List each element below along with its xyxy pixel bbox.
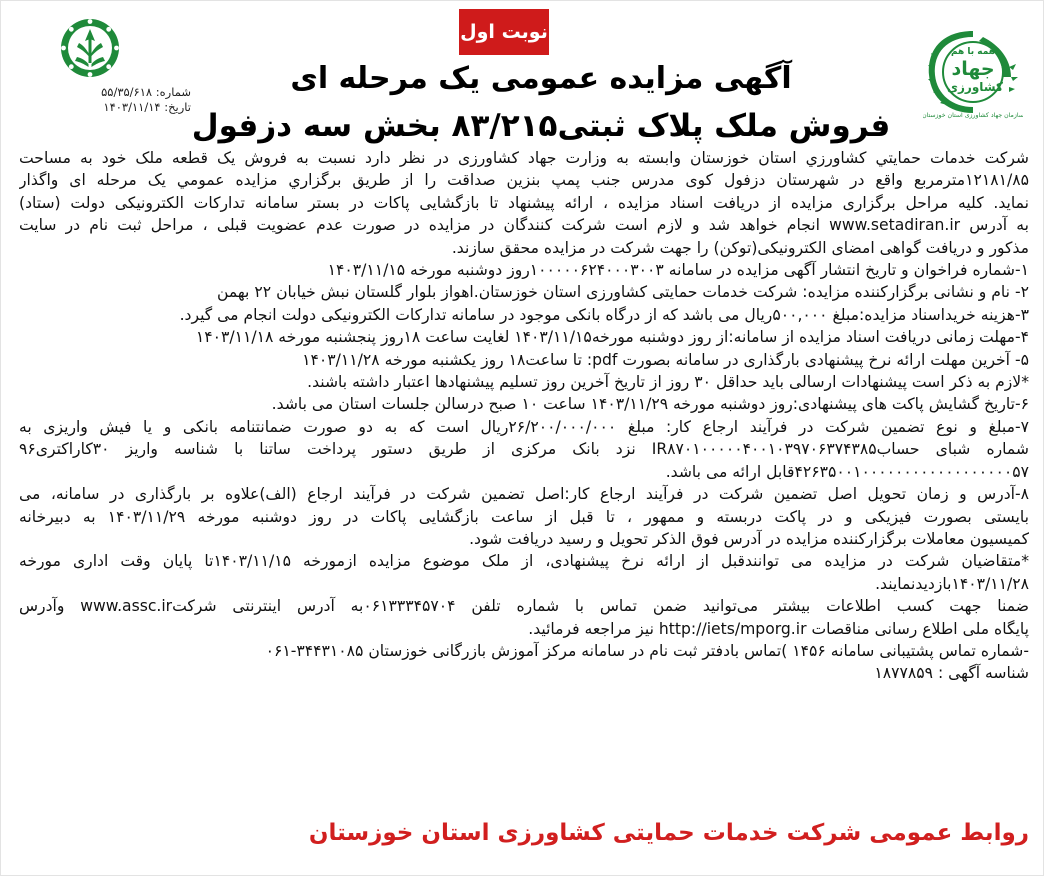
body-line: ۱-شماره فراخوان و تاریخ انتشار آگهی مزایده در سامانه ۱۰۰۰۰۰۶۲۴۰۰۰۳۰۰۳روز دوشنبه مورخه ۱۴۰۳/۱۱/۱۵ xyxy=(327,261,1029,280)
body-line: کمیسیون معاملات برگزارکننده مزایده در آدرس فوق الذکر تحویل و رسید دریافت شود. xyxy=(469,529,1029,548)
announcement-body xyxy=(19,147,1029,685)
logo-main-text: جهاد xyxy=(951,58,995,80)
body-line: ۴-مهلت زمانی دریافت اسناد مزایده از سامانه:از روز دوشنبه مورخه۱۴۰۳/۱۱/۱۵ لغایت ساعت ۱۸روز پنجشنبه مورخه ۱۴۰۳/۱۱/۱۸ xyxy=(195,328,1029,347)
body-line: نماید. کلیه مراحل برگزاری مزایده از دریافت اسناد مزایده ، ارائه پیشنهاد تا بازگشایی پاکات در بستر سامانه تدارکات الکترونیکی دولت (ستاد) xyxy=(19,193,1029,212)
jihad-agriculture-logo xyxy=(923,27,1023,119)
reference-block xyxy=(41,85,191,115)
logo-sub-text: کشاورزی xyxy=(947,80,1003,94)
body-line: ۵- آخرین مهلت ارائه نرخ پیشنهادی بارگذاری در سامانه بصورت pdf: تا ساعت۱۸ روز یکشنبه مورخه ۱۴۰۳/۱۱/۲۸ xyxy=(302,350,1029,369)
body-line: *لازم به ذکر است پیشنهادات ارسالی باید حداقل ۳۰ روز از تاریخ آخرین روز تسلیم پیشنهادها اعتبار داشته باشند. xyxy=(307,373,1029,392)
body-line: ۴۲۶۳۵۰۰۱۰۰۰۰۰۰۰۰۰۰۰۰۰۰۰۰۰۰۵۷قابل ارائه می باشد. xyxy=(665,462,1029,481)
logo-top-text: همه با هم xyxy=(950,47,996,57)
body-line: شماره شبای حسابIR۸۷۰۱۰۰۰۰۰۴۰۰۱۰۳۹۷۰۶۳۷۴۳۸۵ نزد بانک مرکزی از طریق دستور پرداخت ساتنا با شناسه واریز ۳۰کاراکتری۹۶ xyxy=(19,440,1029,459)
first-publication-badge: نوبت اول xyxy=(459,9,549,55)
body-line: شرکت خدمات حمايتي كشاورزي استان خوزستان وابسته به وزارت جهاد کشاورزی در نظر دارد نسبت به فروش یک قطعه ملک خود به مساحت xyxy=(19,149,1029,167)
body-line: پایگاه ملی اطلاع رسانی مناقصات http://iets/mporg.ir نیز مراجعه فرمائید. xyxy=(528,619,1029,638)
body-line: ۳-هزینه خریداسناد مزایده:مبلغ ۵۰۰,۰۰۰ریال می باشد که از درگاه بانکی موجود در سامانه تدارکات الکترونیکی دولت انجام می گیرد. xyxy=(179,305,1029,324)
headline-subtitle: فروش ملک پلاک ثبتی۸۳/۲۱۵ بخش سه دزفول xyxy=(191,108,891,144)
public-relations-signature: روابط عمومی شرکت خدمات حمایتی کشاورزی استان خوزستان xyxy=(308,820,1029,846)
body-line: ۷-مبلغ و نوع تضمین شرکت در فرآیند ارجاع کار: مبلغ ۲۶/۲۰۰/۰۰۰/۰۰۰ریال است که به دو صورت ضمانتنامه بانکی و یا فیش واریزی به xyxy=(19,417,1029,436)
reference-number: شماره: ۵۵/۳۵/۶۱۸ xyxy=(101,85,191,99)
body-line: شناسه آگهی : ۱۸۷۷۸۵۹ xyxy=(874,664,1029,683)
body-line: *متقاضیان شرکت در مزایده می توانندقبل از ارائه نرخ پیشنهادی، از ملک موضوع مزایده ازمورخه ۱۴۰۳/۱۱/۱۵تا پایان وقت اداری مورخه xyxy=(19,552,1029,571)
body-line: ۱۲۱۸۱/۸۵مترمربع واقع در شهرستان دزفول کوی مدرس جنب پمپ بنزین صداقت را از طريق برگزاري مزايده عمومي یک مرحله ای واگذار xyxy=(19,171,1029,190)
body-line: -شماره تماس پشتیبانی سامانه ۱۴۵۶ )تماس بادفتر ثبت نام در سامانه مرکز آموزش بازرگانی خوزستان ۳۴۴۳۱۰۸۵-۰۶۱ xyxy=(265,641,1029,660)
body-line: ۶-تاریخ گشایش پاکت های پیشنهادی:روز دوشنبه مورخه ۱۴۰۳/۱۱/۲۹ ساعت ۱۰ صبح درسالن جلسات استان می باشد. xyxy=(271,395,1029,414)
body-line: به آدرس www.setadiran.ir انجام خواهد شد و لازم است شرکت کنندگان در مزایده در صورت عدم عضویت قبلی ، مراحل ثبت نام در سایت xyxy=(19,216,1029,235)
logo-bottom-text: سازمان جهاد کشاورزی استان خوزستان xyxy=(923,112,1023,119)
body-line: بایستی بصورت فیزیکی و در پاکت دربسته و ممهور ، تا قبل از ساعت بازگشایی پاکات در روز دوشنبه مورخه ۱۴۰۳/۱۱/۲۹ به دبیرخانه xyxy=(19,507,1029,526)
body-line: ضمنا جهت کسب اطلاعات بیشتر می‌توانید ضمن تماس با شماره تلفن ۰۶۱۳۳۳۴۵۷۰۴به آدرس اینترنتی شرکتwww.assc.ir وآدرس xyxy=(19,597,1029,616)
headline-title: آگهی مزایده عمومی یک مرحله ای xyxy=(290,61,792,96)
body-line: ۱۴۰۳/۱۱/۲۸بازدیدنمایند. xyxy=(875,574,1029,593)
body-line: ۲- نام و نشانی برگزارکننده مزایده: شرکت خدمات حمایتی کشاورزی استان خوزستان.اهواز بلوار گلستان نبش خیابان ۲۲ بهمن xyxy=(216,283,1029,302)
body-line: مذکور و دریافت گواهی امضای الکترونیکی(توکن) را جهت شرکت در مزایده محقق سازند. xyxy=(451,238,1029,257)
body-line: ۸-آدرس و زمان تحویل اصل تضمین شرکت در فرآیند ارجاع کار:اصل تضمین شرکت در فرآیند ارجاع (الف)علاوه بر بارگذاری در سامانه، می xyxy=(19,485,1029,504)
reference-date: تاریخ: ۱۴۰۳/۱۱/۱۴ xyxy=(103,100,191,114)
agricultural-services-emblem xyxy=(59,17,121,79)
